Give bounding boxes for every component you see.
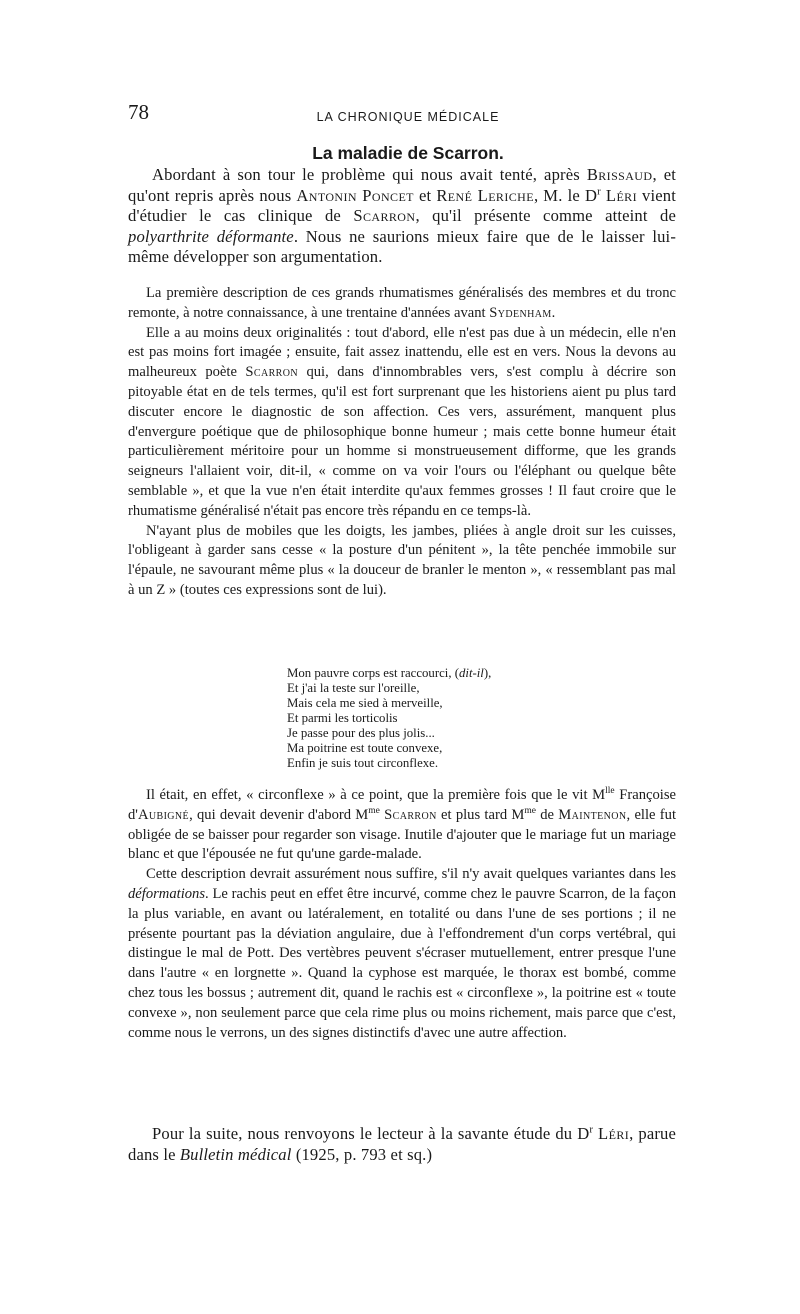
author-name: René Leriche bbox=[436, 185, 534, 205]
body-text-continued bbox=[128, 786, 676, 1043]
verse-line: Et j'ai la teste sur l'oreille, bbox=[287, 681, 420, 695]
paragraph: La première description de ces grands rhumatismes généralisés des membres et du tronc remonte, à notre connaissance, à une trentaine d'années avant Sydenham. bbox=[128, 285, 676, 321]
verse-quote bbox=[287, 666, 607, 771]
verse-line: Mais cela me sied à merveille, bbox=[287, 696, 443, 710]
diagnosis-term: polyarthrite déformante bbox=[128, 226, 294, 246]
term: déformations bbox=[128, 885, 206, 902]
page-number: 78 bbox=[128, 100, 149, 124]
verse-line: Mon pauvre corps est raccourci, (dit-il), bbox=[287, 666, 492, 680]
journal-title: LA CHRONIQUE MÉDICALE bbox=[316, 110, 500, 124]
paragraph: Il était, en effet, « circonflexe » à ce point, que la première fois que le vit $M^{lle}$ Françoise d'Aubigné, qui devait devenir d'abord $M^{me}$ Scarron et plus tard $M^{me}$ de Maintenon, elle fut obligée de se baisser pour regarder son visage. Inutile d'ajouter que le mariage fut un mariage blanc et que l'épousée ne fut qu'une garde-malade. bbox=[128, 786, 677, 863]
verse-line: Je passe pour des plus jolis... bbox=[287, 726, 435, 740]
intro-paragraph: Abordant à son tour le problème qui nous avait tenté, après Brissaud, et qu'ont repris après nous Antonin Poncet et René Leriche, M. le $D^r$ Léri vient d'étudier le cas clinique de Scarron, qu'il présente comme atteint de polyarthrite déformante. Nous ne saurions mieux faire que de le laisser lui-même développer son argumentation. bbox=[128, 165, 676, 266]
person-name: Scarron bbox=[384, 806, 437, 823]
person-name: Maintenon bbox=[558, 806, 627, 823]
verse-line: Ma poitrine est toute convexe, bbox=[287, 741, 443, 755]
person-name: Scarron bbox=[245, 364, 298, 381]
verse-line: Enfin je suis tout circonflexe. bbox=[287, 756, 439, 770]
paragraph: Cette description devrait assurément nous suffire, s'il n'y avait quelques variantes dans les déformations. Le rachis peut en effet être incurvé, comme chez le pauvre Scarron, de la façon la plus variable, en avant ou latéralement, en totalité ou dans l'une de ses portions ; il ne présente pourtant pas la déviation angulaire, due à l'effondrement d'un corps vertébral, qui distingue le mal de Pott. Des vertèbres peuvent s'écraser mutuellement, entrer presque l'une dans l'autre « en lorgnette ». Quand la cyphose est marquée, le thorax est bombé, comme chez tous les bossus ; autrement dit, quand le rachis est « circonflexe », la poitrine est « toute convexe », non seulement parce que cela rime plus ou moins richement, mais parce que c'est, comme nous le verrons, un des signes distinctifs d'avec une autre affection. bbox=[128, 866, 676, 1041]
paragraph: N'ayant plus de mobiles que les doigts, les jambes, pliées à angle droit sur les cuisses, l'obligeant à garder sans cesse « la posture d'un pénitent », la tête penchée immobile sur l'épaule, ne savourant même plus « la douceur de branler le menton », « ressemblant pas mal à un Z » (toutes ces expressions sont de lui). bbox=[128, 522, 676, 598]
person-name: Scarron bbox=[353, 206, 416, 225]
author-name: Brissaud bbox=[586, 165, 653, 184]
paragraph: Elle a au moins deux originalités : tout d'abord, elle n'est pas due à un médecin, elle n'en est pas moins fort imagée ; ensuite, fait assez inattendu, elle est en vers. Nous la devons au malheureux poète Scarron qui, dans d'innombrables vers, s'est complu à décrire son pitoyable état en de tels termes, qu'il est fort surprenant que les historiens aient pu plus tard discuter encore le diagnostic de son affection. Ces vers, assurément, manquent plus d'envergure poétique que de philosophique bonne humeur ; mais cette bonne humeur était particulièrement méritoire pour un homme si monstrueusement difforme, que les grands seigneurs l'allaient voir, dit-il, « comme on va voir l'ours ou l'éléphant ou quelque bête semblable », et que la vue n'en était interdite qu'aux femmes grosses ! Il faut croire que le rhumatisme généralisé n'était pas encore très répandu en ce temps-là. bbox=[128, 324, 676, 519]
article-title: La maladie de Scarron. bbox=[312, 143, 504, 163]
person-name: Sydenham bbox=[489, 304, 552, 321]
person-name: Aubigné bbox=[137, 806, 190, 823]
author-name: Léri bbox=[598, 1124, 630, 1143]
running-head bbox=[128, 100, 688, 130]
closing-paragraph: Pour la suite, nous renvoyons le lecteur à la savante étude du $D^r$ Léri, parue dans le Bulletin médical (1925, p. 793 et sq.) bbox=[128, 1123, 676, 1164]
author-name: Léri bbox=[605, 185, 637, 205]
author-name: Antonin Poncet bbox=[296, 185, 414, 205]
body-text bbox=[128, 284, 676, 601]
verse-line: Et parmi les torticolis bbox=[287, 711, 398, 725]
journal-reference: Bulletin médical bbox=[179, 1145, 292, 1164]
